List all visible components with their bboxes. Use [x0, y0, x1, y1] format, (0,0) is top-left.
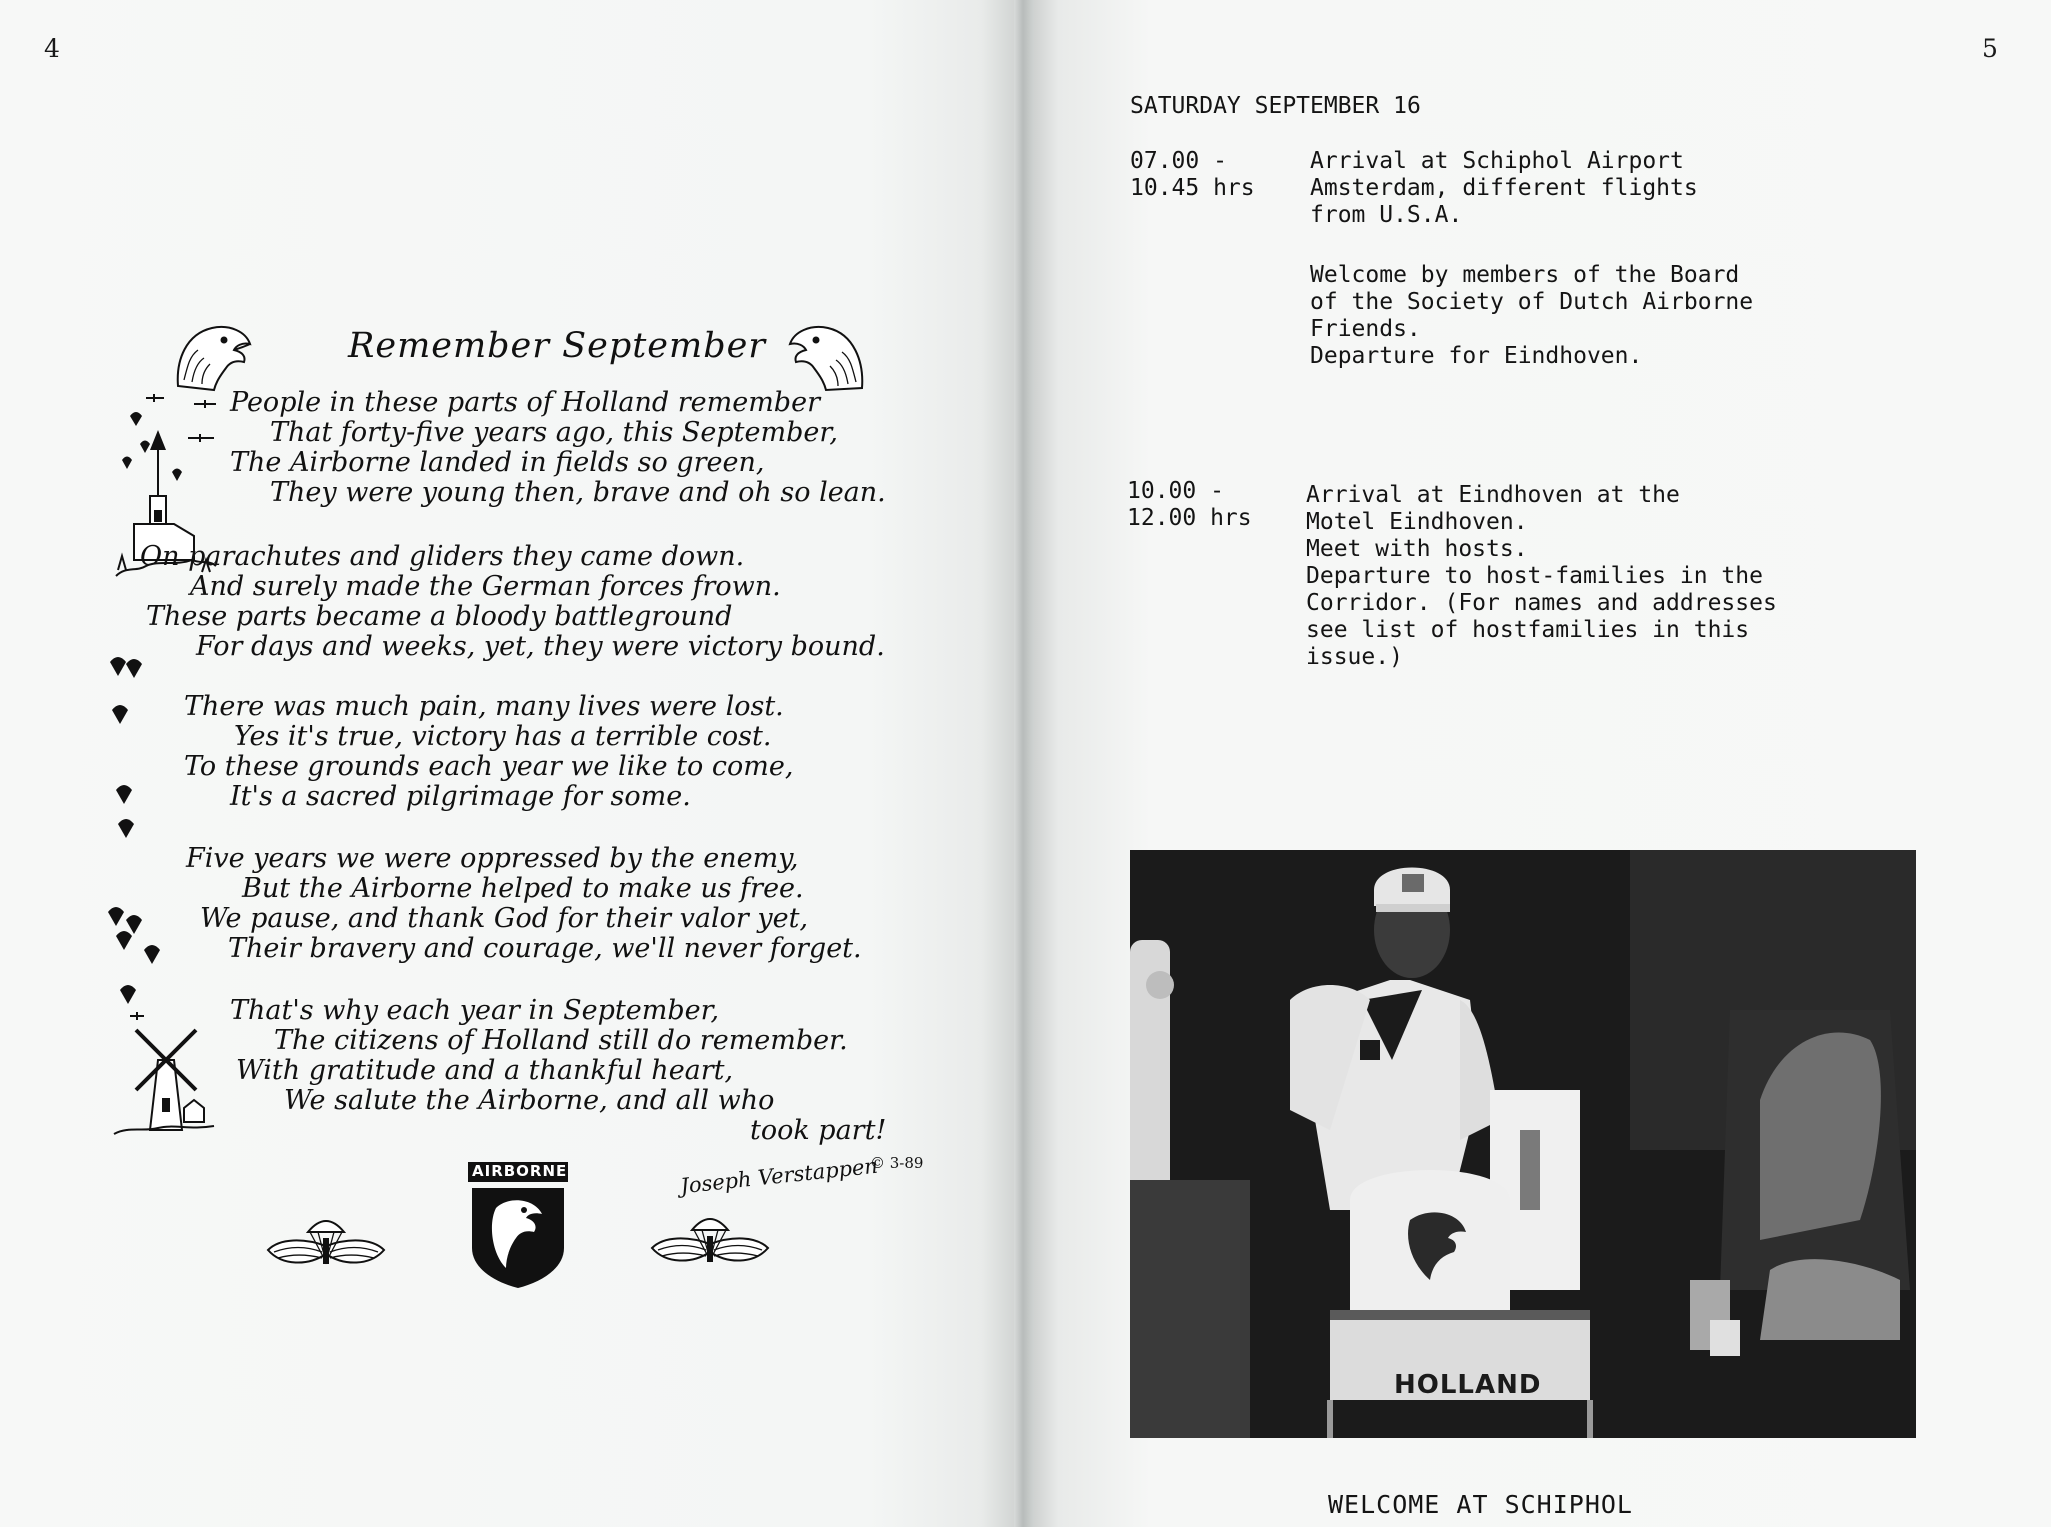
poem-stanza	[184, 692, 793, 812]
welcome-photo	[1130, 850, 1916, 1438]
poem-line: That's why each year in September,	[230, 995, 720, 1026]
schedule-description: Arrival at Schiphol Airport Amsterdam, different flights from U.S.A.	[1310, 148, 1698, 228]
poem-line: We pause, and thank God for their valor yet,	[200, 903, 809, 934]
photo-caption: WELCOME AT SCHIPHOL	[1328, 1490, 1633, 1519]
poem-line: Five years we were oppressed by the enemy,	[186, 843, 799, 874]
poem-stanza	[186, 844, 862, 964]
poem-title: Remember September	[348, 326, 767, 366]
eagle-head-icon	[786, 318, 868, 394]
photo-scene-illustration	[1130, 850, 1916, 1438]
day-heading: SATURDAY SEPTEMBER 16	[1130, 93, 1421, 119]
poem-line: That forty-five years ago, this September,	[270, 417, 838, 448]
schedule-description: Welcome by members of the Board of the Society of Dutch Airborne Friends. Departure for Eindhoven.	[1310, 262, 1754, 369]
book-gutter	[1014, 0, 1034, 1527]
poem-line: We salute the Airborne, and all who	[284, 1085, 775, 1116]
bag-label: HOLLAND	[1394, 1370, 1542, 1400]
poem-line: For days and weeks, yet, they were victory bound.	[196, 631, 885, 662]
poem-line: There was much pain, many lives were lost.	[184, 691, 784, 722]
poem-stanza	[230, 388, 886, 508]
poem-line: And surely made the German forces frown.	[190, 571, 781, 602]
schedule-time: 07.00 - 10.45 hrs	[1130, 148, 1255, 201]
poem-line: The citizens of Holland still do remember.	[274, 1025, 848, 1056]
poem-signature: Joseph Verstappen	[679, 1153, 879, 1199]
poem-line: Their bravery and courage, we'll never forget.	[228, 933, 862, 964]
airborne-tab-label: AIRBORNE	[472, 1162, 568, 1180]
poem-line: Yes it's true, victory has a terrible cost.	[234, 721, 772, 752]
poem	[110, 320, 930, 1300]
poem-stanza	[230, 996, 886, 1146]
poem-line: But the Airborne helped to make us free.	[242, 873, 804, 904]
poem-line: To these grounds each year we like to come,	[184, 751, 794, 782]
poem-line: The Airborne landed in fields so green,	[230, 447, 765, 478]
poem-line: They were young then, brave and oh so lean.	[270, 477, 886, 508]
poem-stanza	[140, 542, 885, 662]
poem-line: On parachutes and gliders they came down.	[140, 541, 745, 572]
page-number-right: 5	[1982, 34, 1998, 63]
jump-wings-badge-icon	[648, 1206, 772, 1272]
copyright-mark: © 3-89	[870, 1154, 924, 1172]
poem-line: It's a sacred pilgrimage for some.	[230, 781, 691, 812]
page-number-left: 4	[44, 34, 60, 63]
schedule-time: 10.00 - 12.00 hrs	[1127, 478, 1252, 531]
schedule-description: Arrival at Eindhoven at the Motel Eindhoven. Meet with hosts. Departure to host-families in the Corridor. (For names and addresses see list of hostfamilies in this issue.)	[1306, 482, 1777, 670]
windmill-illustration	[110, 1010, 220, 1140]
poem-line: People in these parts of Holland remember	[230, 387, 820, 418]
poem-line: took part!	[750, 1115, 887, 1146]
poem-line: With gratitude and a thankful heart,	[236, 1055, 734, 1086]
eagle-head-icon	[172, 320, 254, 392]
paratroopers-illustration	[100, 650, 160, 1070]
jump-wings-badge-icon	[264, 1208, 388, 1274]
poem-line: These parts became a bloody battleground	[146, 601, 733, 632]
